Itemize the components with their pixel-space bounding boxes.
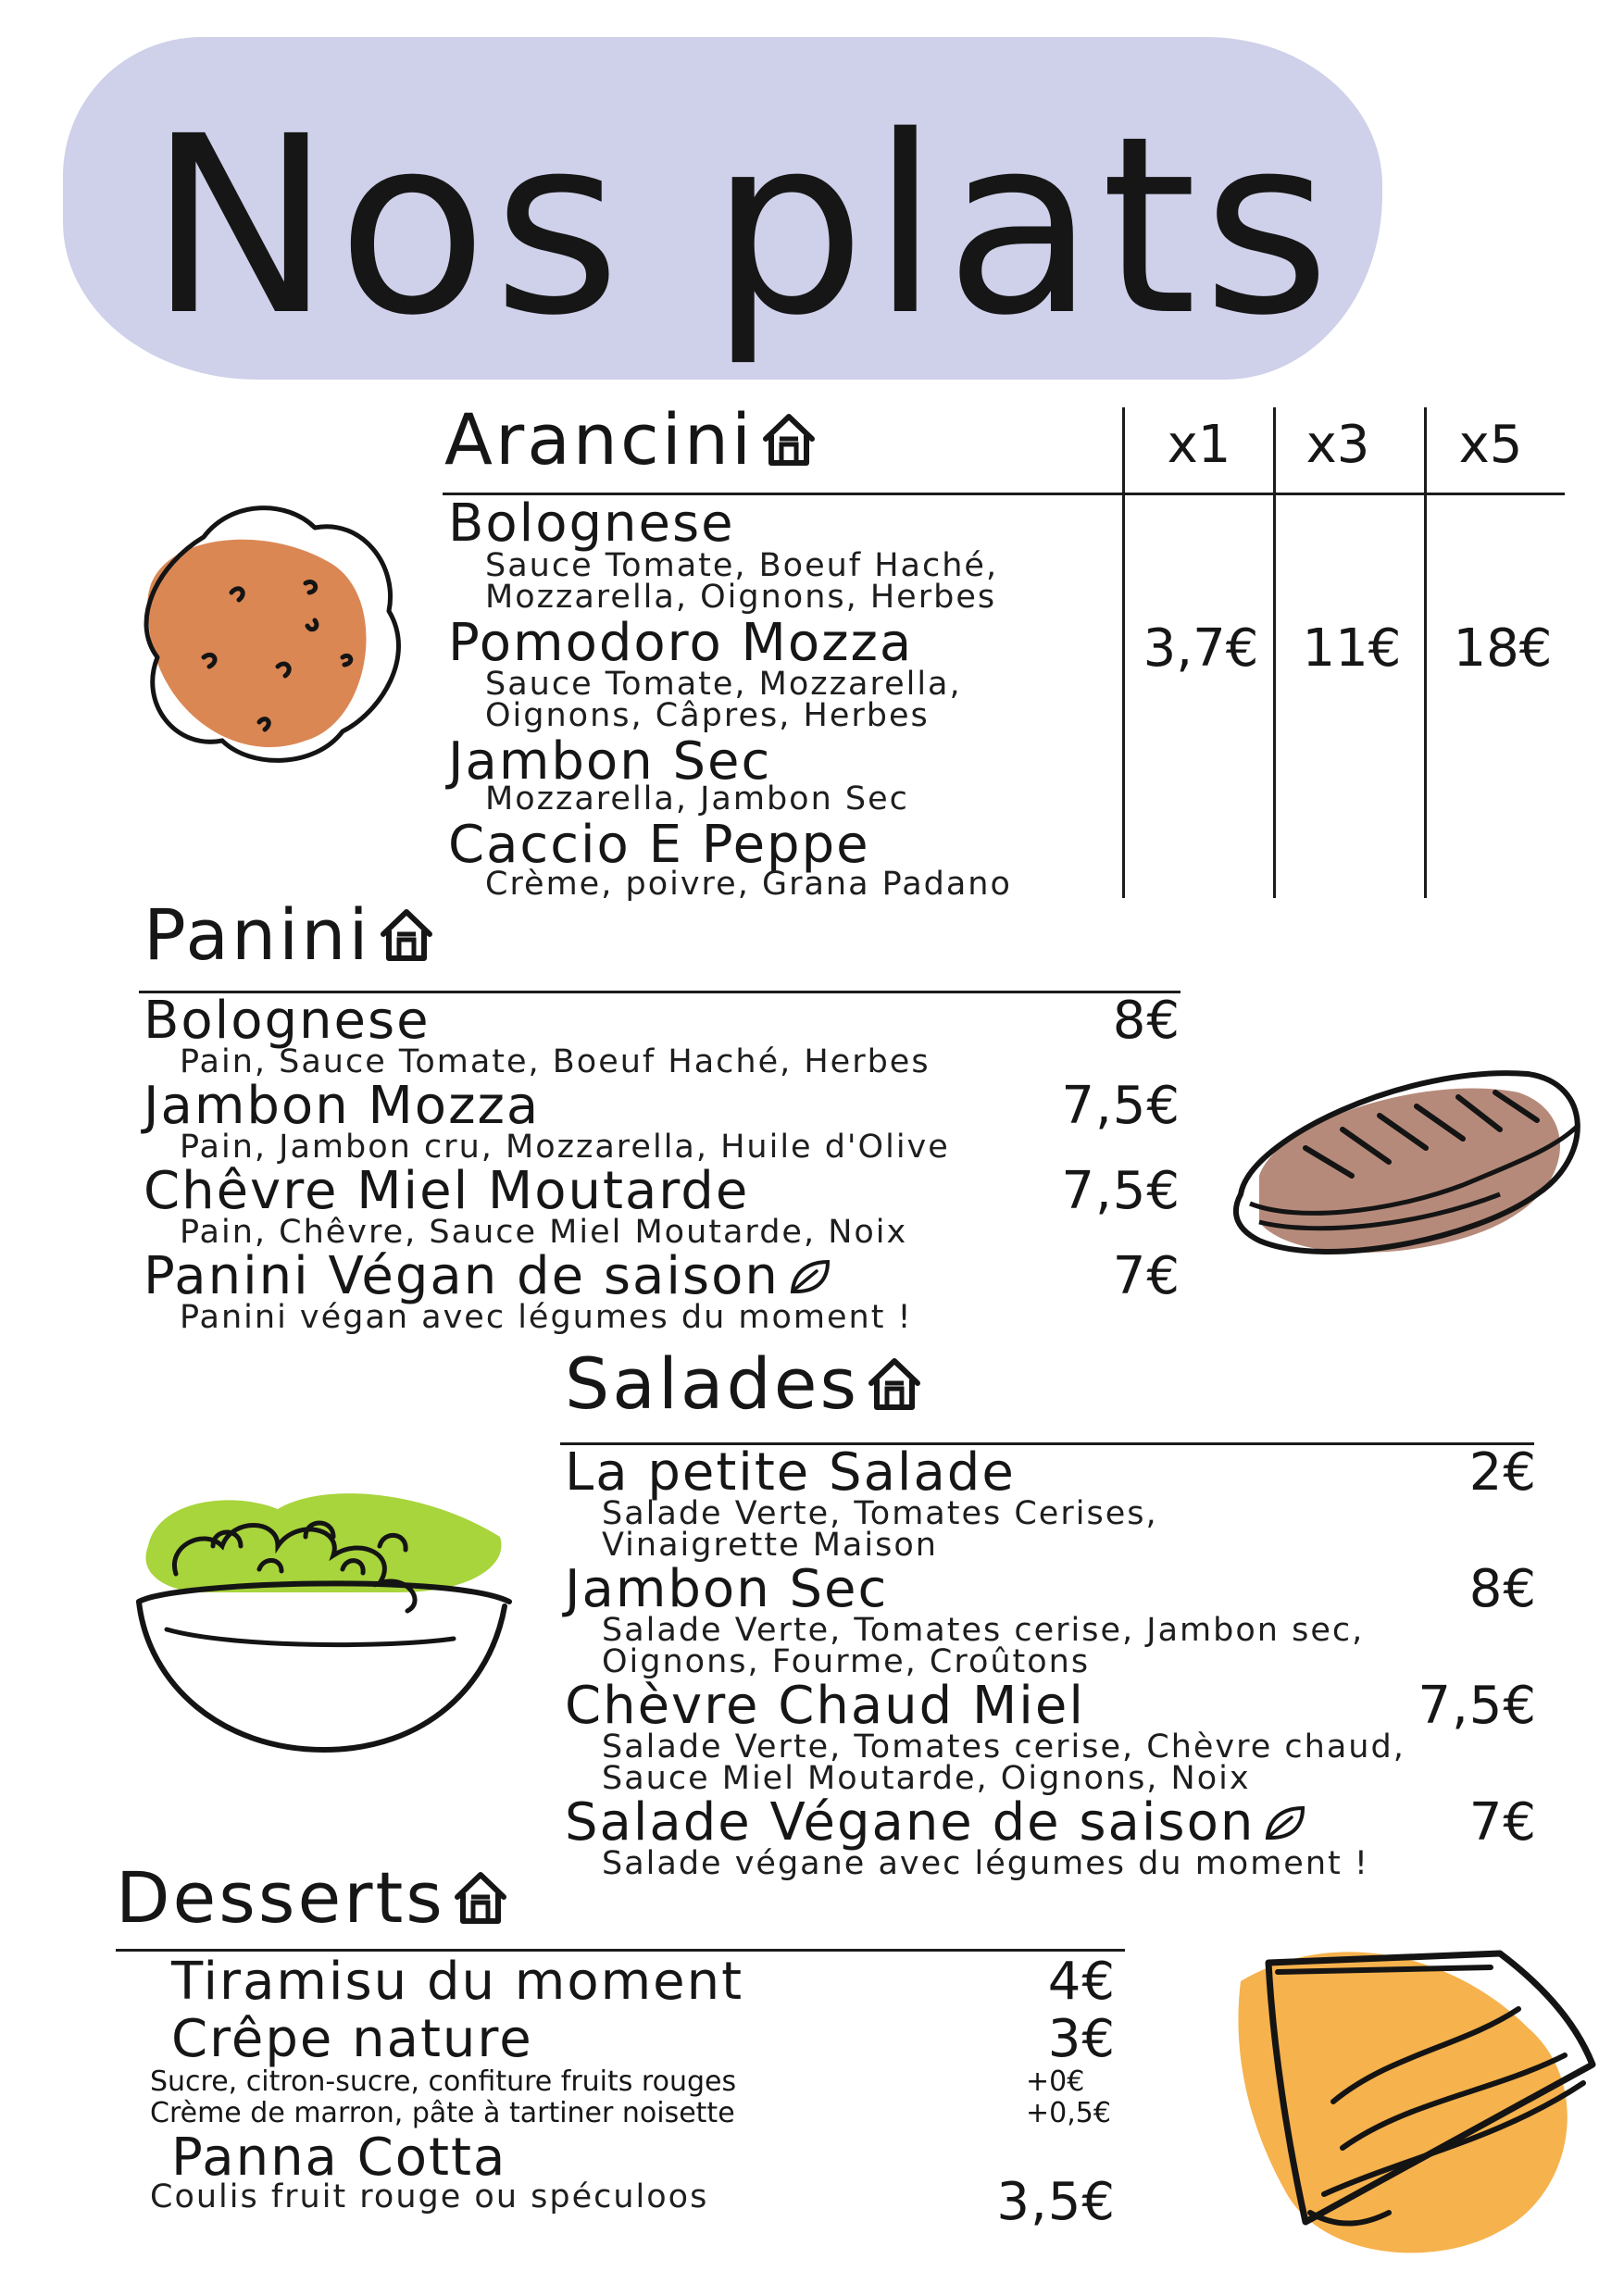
menu-item-description: Salade Verte, Tomates cerise, Jambon sec, Oignons, Fourme, Croûtons xyxy=(602,1612,1365,1680)
menu-item-price: 2€ xyxy=(1468,1442,1537,1503)
menu-item-price: 7€ xyxy=(1468,1792,1537,1853)
menu-item-description: Salade Verte, Tomates cerise, Chèvre chaud, Sauce Miel Moutarde, Oignons, Noix xyxy=(602,1728,1405,1797)
section-title-arancini xyxy=(444,398,817,481)
arancini-illustration xyxy=(120,481,426,787)
menu-item-price: 7,5€ xyxy=(1418,1676,1537,1736)
column-header-x3: x3 xyxy=(1305,415,1370,475)
section-title-text: Salades xyxy=(565,1342,860,1425)
crepe-option-extra: +0€ xyxy=(1026,2065,1085,2098)
menu-item-price: 8€ xyxy=(1112,991,1181,1051)
house-icon xyxy=(453,1869,508,1927)
column-header-x1: x1 xyxy=(1167,415,1231,475)
crepe-option: Sucre, citron-sucre, confiture fruits rouges xyxy=(150,2065,737,2098)
crepe-option-extra: +0,5€ xyxy=(1026,2097,1111,2129)
section-title-salades xyxy=(565,1342,922,1426)
menu-item-name-vegan xyxy=(565,1794,1306,1852)
crepe-illustration xyxy=(1222,1916,1611,2277)
menu-item-name: Jambon Sec xyxy=(565,1559,889,1619)
menu-item-name: La petite Salade xyxy=(565,1442,1016,1503)
section-title-text: Arancini xyxy=(444,398,755,480)
menu-item-description: Salade Verte, Tomates Cerises, Vinaigrette Maison xyxy=(602,1495,1158,1564)
page-title: Nos plats xyxy=(148,84,1336,369)
menu-item-name: Crêpe nature xyxy=(171,2009,533,2069)
crepe-option: Crème de marron, pâte à tartiner noisette xyxy=(150,2097,735,2129)
menu-item-price: 4€ xyxy=(1047,1952,1116,2012)
section-title-desserts xyxy=(116,1856,508,1940)
menu-item-name: Tiramisu du moment xyxy=(171,1952,744,2012)
menu-item-name: Chèvre Chaud Miel xyxy=(565,1676,1085,1736)
menu-item-name-vegan xyxy=(144,1248,831,1305)
menu-item-price: 7,5€ xyxy=(1061,1076,1181,1136)
leaf-icon xyxy=(1264,1804,1306,1841)
column-header-x5: x5 xyxy=(1458,415,1523,475)
menu-item-description: Panini végan avec légumes du moment ! xyxy=(180,1299,913,1336)
menu-item-description: Pain, Sauce Tomate, Boeuf Haché, Herbes xyxy=(180,1043,931,1080)
house-icon xyxy=(761,411,817,468)
menu-item-name: Panna Cotta xyxy=(171,2128,507,2188)
menu-item-price: 3€ xyxy=(1047,2009,1116,2069)
menu-item-price: 3,5€ xyxy=(996,2172,1116,2232)
section-title-text: Desserts xyxy=(116,1856,445,1939)
menu-item-name: Pomodoro Mozza xyxy=(448,613,914,673)
menu-item-description: Coulis fruit rouge ou spéculoos xyxy=(150,2178,709,2215)
menu-item-name: Jambon Sec xyxy=(448,731,772,792)
menu-item-description: Pain, Jambon cru, Mozzarella, Huile d'Olive xyxy=(180,1129,950,1166)
price-x3: 11€ xyxy=(1302,618,1402,679)
menu-item-name: Bolognese xyxy=(448,493,735,554)
menu-item-name-text: Salade Végane de saison xyxy=(565,1792,1255,1853)
house-icon xyxy=(379,906,434,964)
menu-item-name: Chêvre Miel Moutarde xyxy=(144,1161,750,1221)
leaf-icon xyxy=(789,1258,831,1295)
menu-item-price: 7,5€ xyxy=(1061,1161,1181,1221)
salad-illustration xyxy=(120,1472,528,1787)
house-icon xyxy=(867,1355,922,1413)
menu-item-name-text: Panini Végan de saison xyxy=(144,1246,780,1306)
menu-item-description: Sauce Tomate, Mozzarella, Oignons, Câpres, Herbes xyxy=(485,666,962,734)
menu-item-description: Mozzarella, Jambon Sec xyxy=(485,780,909,817)
price-x5: 18€ xyxy=(1453,618,1553,679)
section-title-text: Panini xyxy=(144,893,371,976)
panini-illustration xyxy=(1222,1037,1593,1296)
menu-item-description: Pain, Chêvre, Sauce Miel Moutarde, Noix xyxy=(180,1214,908,1251)
price-x1: 3,7€ xyxy=(1143,618,1259,679)
menu-item-price: 8€ xyxy=(1468,1559,1537,1619)
section-title-panini xyxy=(144,893,434,977)
menu-item-name: Caccio E Peppe xyxy=(448,815,870,875)
menu-item-description: Sauce Tomate, Boeuf Haché, Mozzarella, Oignons, Herbes xyxy=(485,547,999,616)
menu-item-name: Bolognese xyxy=(144,991,431,1051)
menu-item-description: Crème, poivre, Grana Padano xyxy=(485,866,1012,903)
menu-item-description: Salade végane avec légumes du moment ! xyxy=(602,1845,1369,1882)
menu-item-price: 7€ xyxy=(1112,1246,1181,1306)
menu-item-name: Jambon Mozza xyxy=(144,1076,541,1136)
